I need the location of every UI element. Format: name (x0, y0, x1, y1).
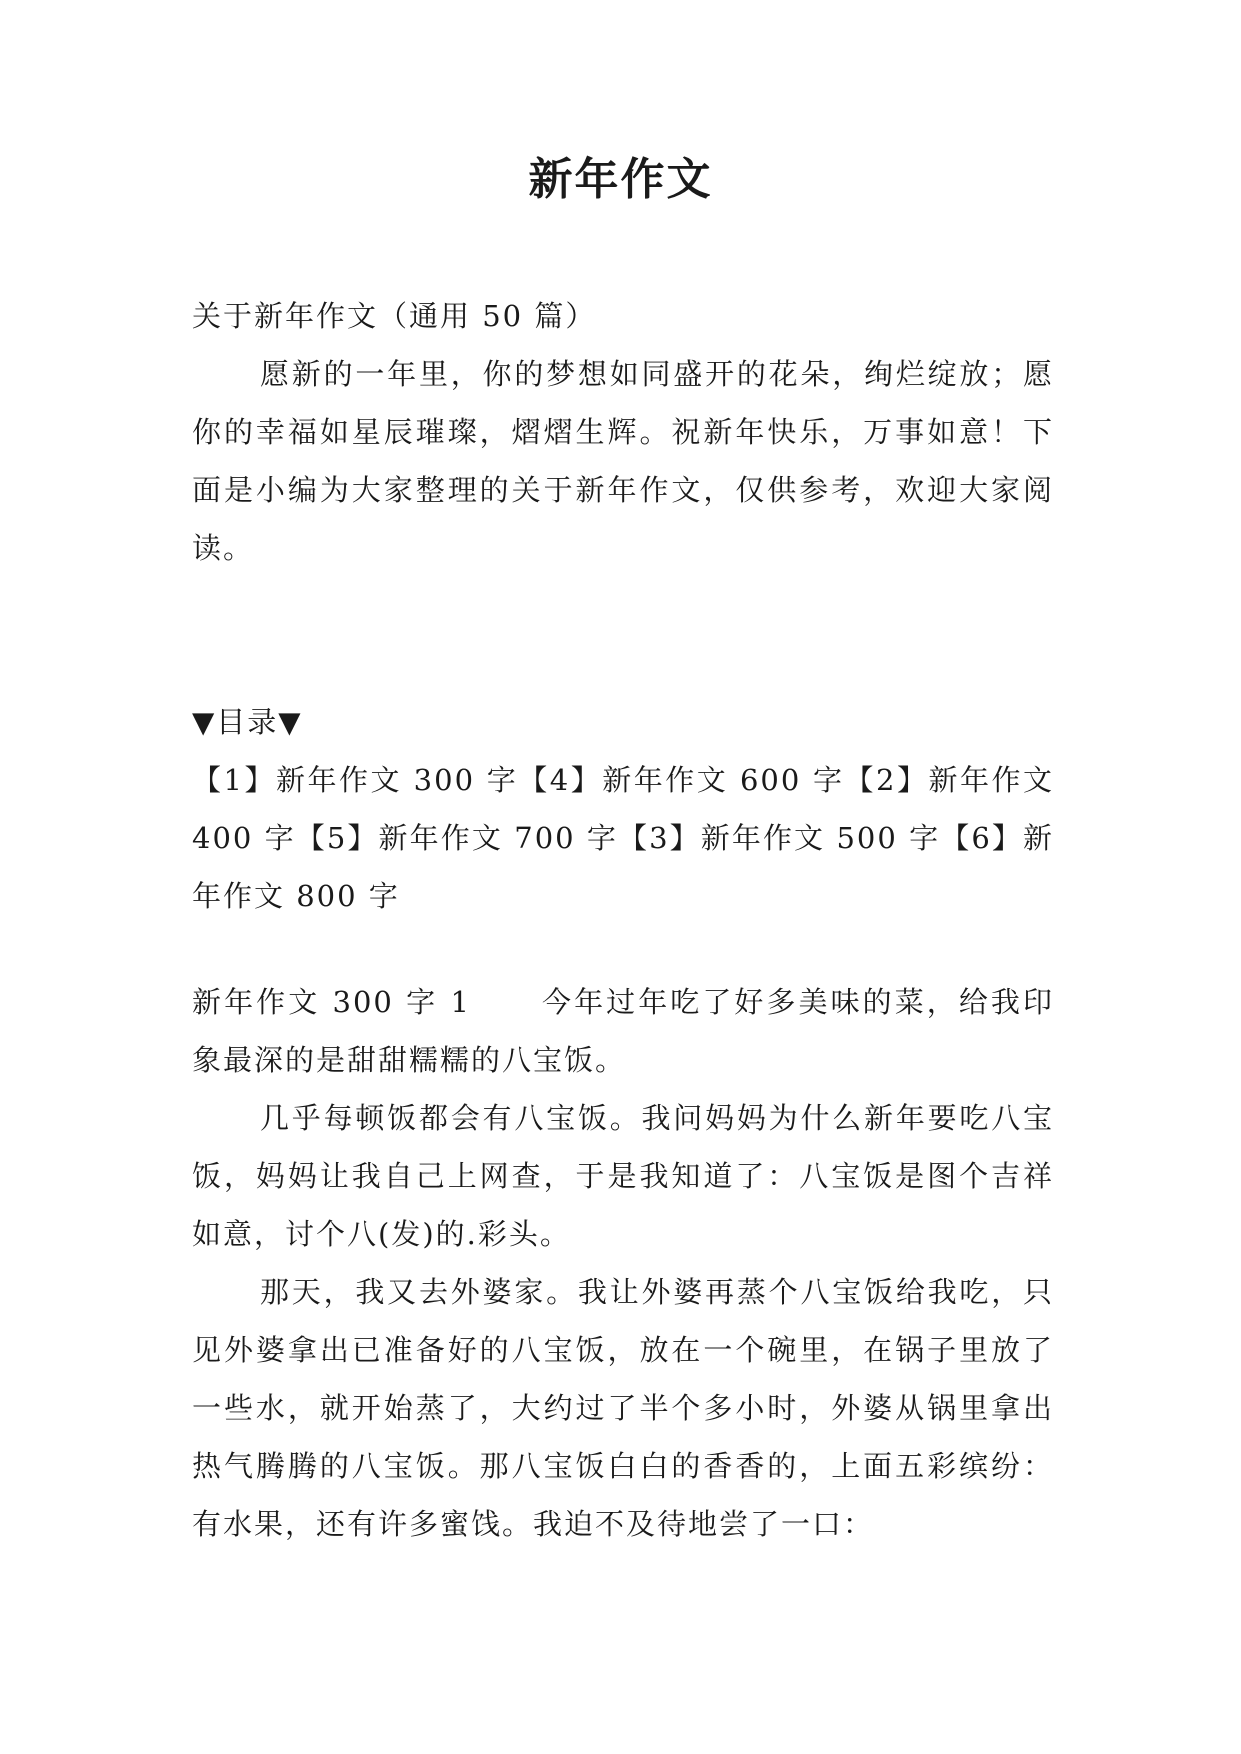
toc-link-1[interactable]: 【1】新年作文 300 字 (192, 763, 519, 797)
toc-link-3[interactable]: 【3】新年作文 500 字 (618, 821, 941, 855)
toc-link-5[interactable]: 【5】新年作文 700 字 (295, 821, 619, 855)
page-title: 新年作文 (528, 154, 713, 205)
intro-paragraph: 愿新的一年里，你的梦想如同盛开的花朵，绚烂绽放；愿你的幸福如星辰璀璨，熠熠生辉。祝新年快乐，万事如意！下面是小编为大家整理的关于新年作文，仅供参考，欢迎大家阅读。 (192, 357, 1054, 565)
toc-link-6[interactable]: 【6】新年作文 800 字 (192, 821, 1054, 913)
document-subtitle: 关于新年作文（通用 50 篇） (192, 299, 597, 333)
section-1-opening (192, 973, 1054, 1089)
toc-link-4[interactable]: 【4】新年作文 600 字 (518, 763, 845, 797)
toc-heading: ▼目录▼ (192, 705, 303, 739)
section-1-paragraph: 那天，我又去外婆家。我让外婆再蒸个八宝饭给我吃，只见外婆拿出已准备好的八宝饭，放在一个碗里，在锅子里放了一些水，就开始蒸了，大约过了半个多小时，外婆从锅里拿出热气腾腾的八宝饭。那八宝饭白白的香香的，上面五彩缤纷：有水果，还有许多蜜饯。我迫不及待地尝了一口： (192, 1275, 1054, 1541)
section-heading: 新年作文 300 字 1 (192, 985, 471, 1019)
section-1-paragraph: 几乎每顿饭都会有八宝饭。我问妈妈为什么新年要吃八宝饭，妈妈让我自己上网查，于是我知道了：八宝饭是图个吉祥如意，讨个八(发)的.彩头。 (192, 1101, 1054, 1251)
toc-link-2[interactable]: 【2】新年作文 400 字 (192, 763, 1054, 855)
table-of-contents (192, 751, 1054, 925)
section-opening-text: 今年过年吃了好多美味的菜，给我印象最深的是甜甜糯糯的八宝饭。 (192, 985, 1054, 1077)
